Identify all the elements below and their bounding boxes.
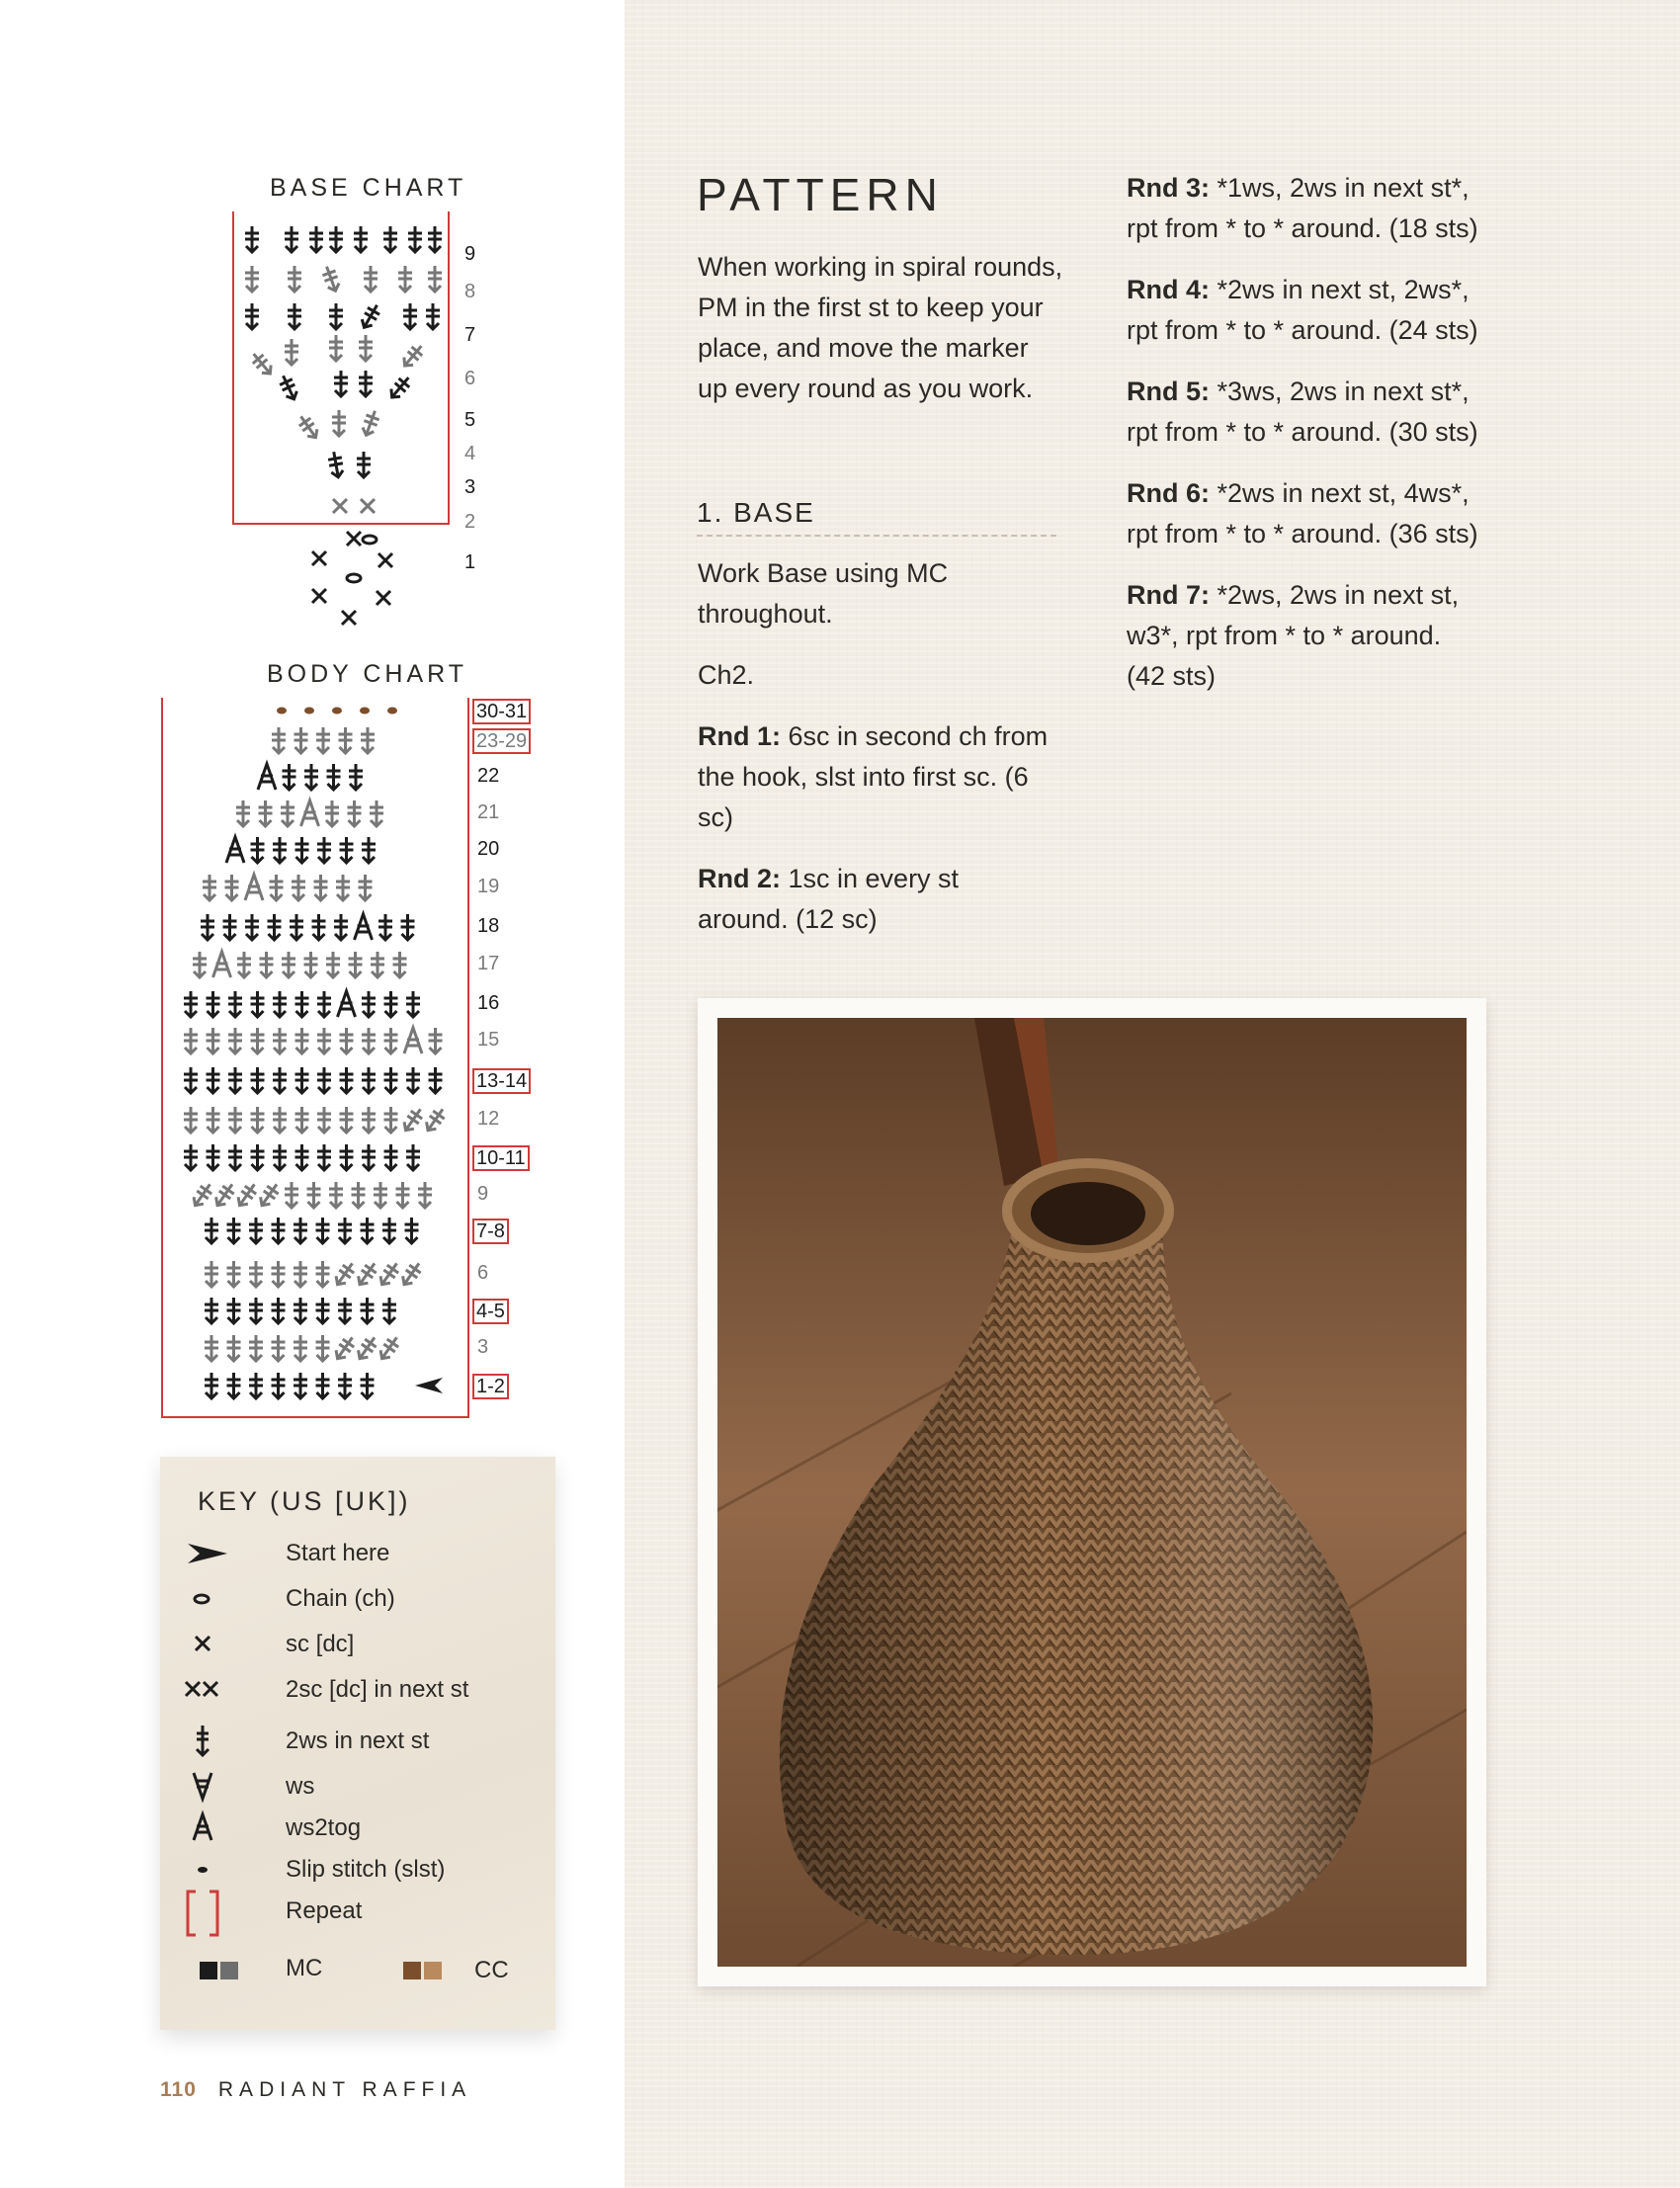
body-chart-title: BODY CHART	[267, 660, 468, 688]
start-arrow-icon	[184, 1534, 243, 1573]
body-row-label: 10-11	[472, 1145, 530, 1171]
base-row-label: 7	[464, 324, 476, 346]
body-ws	[334, 914, 348, 940]
body-ws	[228, 1144, 242, 1170]
stitch-key	[160, 1457, 555, 2030]
body-ws	[378, 914, 392, 940]
book-title: RADIANT RAFFIA	[217, 2078, 472, 2101]
body-ws	[362, 1107, 376, 1133]
body-ws	[227, 1218, 241, 1243]
base-row-label: 5	[464, 409, 476, 431]
body-ws	[225, 875, 239, 900]
body-slst	[360, 708, 370, 715]
body-ws	[317, 1107, 331, 1133]
body-ws	[340, 1107, 354, 1133]
body-ws	[259, 800, 273, 826]
body-ws	[251, 837, 265, 863]
body-ws	[207, 1107, 220, 1133]
round-text: *2ws in next st, 4ws*, rpt from * to * around. (36 sts)	[1127, 478, 1478, 548]
body-ws	[429, 1067, 443, 1093]
body-ws	[384, 991, 398, 1017]
key-label: Chain (ch)	[286, 1585, 395, 1612]
body-row-label: 3	[477, 1336, 489, 1358]
body-ws	[340, 1067, 354, 1093]
round-label: Rnd 2:	[698, 864, 781, 893]
body-ws	[283, 764, 296, 790]
body-ws	[184, 991, 198, 1017]
body-ws	[294, 1335, 307, 1361]
body-ws	[294, 727, 308, 753]
body-ws	[228, 1028, 242, 1053]
body-ws	[251, 1028, 265, 1053]
double-sc-cross-icon	[184, 1670, 243, 1710]
round-label: Rnd 1:	[698, 721, 781, 751]
body-ws	[377, 1259, 402, 1288]
body-ws	[340, 1144, 354, 1170]
base-row-label: 6	[464, 368, 476, 389]
body-ws	[398, 1259, 424, 1288]
body-ws	[312, 914, 326, 940]
body-row-label: 15	[477, 1029, 500, 1051]
body-ws	[294, 1298, 307, 1323]
body-ws	[348, 800, 362, 826]
round-text: *1ws, 2ws in next st*, rpt from * to * around. (18 sts)	[1127, 173, 1478, 243]
key-label: 2ws in next st	[286, 1727, 430, 1754]
body-ws	[251, 1067, 265, 1093]
body-ws2tog	[301, 800, 319, 826]
body-ws	[184, 1028, 198, 1053]
pattern-intro-column	[698, 247, 1063, 409]
body-ws	[374, 1182, 387, 1208]
body-ws	[295, 1107, 309, 1133]
body-ws	[251, 1107, 265, 1133]
body-ws	[382, 1298, 396, 1323]
round-text: 1sc in every st around. (12 sc)	[698, 864, 960, 934]
body-ws	[294, 1373, 307, 1398]
body-ws	[361, 1218, 375, 1243]
body-ws	[236, 800, 250, 826]
body-ws	[205, 1261, 218, 1287]
body-row-label: 7-8	[472, 1219, 509, 1244]
body-ws	[317, 991, 331, 1017]
raffia-vase-photo	[717, 1018, 1467, 1967]
key-row-start	[160, 1534, 555, 1573]
body-ws	[362, 991, 376, 1017]
body-ws	[349, 952, 363, 977]
body-ws	[339, 727, 353, 753]
photo-illustration	[717, 1018, 1467, 1967]
rounds-column	[1127, 168, 1482, 697]
body-ws	[273, 991, 287, 1017]
body-ws	[314, 875, 328, 900]
body-ws	[326, 952, 340, 977]
round-4	[1127, 270, 1482, 351]
body-row-label: 20	[477, 838, 500, 860]
body-ws	[340, 1028, 354, 1053]
body-ws	[336, 875, 350, 900]
body-ws	[249, 1261, 263, 1287]
body-ws	[207, 1067, 220, 1093]
body-ws	[260, 952, 274, 977]
round-label: Rnd 5:	[1127, 377, 1210, 406]
body-ws	[227, 1335, 241, 1361]
body-ws	[193, 952, 207, 977]
body-ws	[227, 1261, 241, 1287]
body-ws	[256, 1180, 282, 1209]
body-ws	[273, 1144, 287, 1170]
body-ws	[340, 837, 354, 863]
body-ws	[325, 800, 339, 826]
body-row-label: 18	[477, 915, 500, 937]
body-ws	[295, 1067, 309, 1093]
body-ws	[290, 914, 303, 940]
body-ws	[362, 1144, 376, 1170]
body-ws	[317, 1067, 331, 1093]
body-ws2tog	[213, 952, 231, 977]
body-ws	[401, 914, 415, 940]
body-ws	[362, 1028, 376, 1053]
base-row-label: 3	[464, 476, 476, 498]
body-ws	[273, 1067, 287, 1093]
cc-swatch-dark	[403, 1962, 421, 1979]
body-ws	[304, 764, 318, 790]
body-ws	[406, 1067, 420, 1093]
ws-icon	[184, 1767, 243, 1807]
body-ws	[307, 1182, 321, 1208]
body-ws	[294, 1218, 307, 1243]
body-ws	[422, 1105, 448, 1134]
body-row-label: 23-29	[472, 728, 531, 754]
body-ws	[400, 1105, 426, 1134]
body-ws	[354, 1259, 379, 1288]
body-row-label: 22	[477, 765, 500, 787]
body-ws	[317, 1028, 331, 1053]
body-ws	[272, 1218, 286, 1243]
body-row-label: 1-2	[472, 1374, 509, 1399]
body-ws	[273, 1107, 287, 1133]
round-label: Rnd 4:	[1127, 275, 1210, 304]
body-ws	[273, 837, 287, 863]
key-row-ws2tog	[160, 1809, 555, 1848]
body-row-label: 13-14	[472, 1068, 531, 1094]
mc-swatch-dark	[200, 1962, 217, 1979]
body-ws	[384, 1067, 398, 1093]
body-ws	[405, 1218, 419, 1243]
body-ws	[338, 1298, 352, 1323]
body-slst	[387, 708, 397, 715]
body-ws	[361, 1298, 375, 1323]
key-row-2sc	[160, 1670, 555, 1710]
body-ws	[361, 1373, 375, 1398]
body-start-marker	[415, 1378, 443, 1393]
key-row-colors	[160, 1951, 555, 1990]
body-ws	[418, 1182, 432, 1208]
round-label: Rnd 3:	[1127, 173, 1210, 203]
body-ws	[359, 875, 373, 900]
body-ws	[268, 914, 282, 940]
body-ws2tog	[404, 1028, 422, 1053]
two-ws-icon	[184, 1722, 243, 1761]
body-ws	[272, 1261, 286, 1287]
key-label: ws2tog	[286, 1814, 362, 1841]
body-ws	[316, 727, 330, 753]
body-ws	[205, 1298, 218, 1323]
body-ws	[190, 1180, 215, 1209]
body-ws2tog	[258, 764, 276, 790]
body-ws	[361, 727, 375, 753]
key-label: 2sc [dc] in next st	[286, 1676, 469, 1703]
body-ws	[228, 1067, 242, 1093]
round-label: Rnd 7:	[1127, 580, 1210, 610]
round-text: *2ws in next st, 2ws*, rpt from * to * around. (24 sts)	[1127, 275, 1478, 345]
body-ws	[237, 952, 251, 977]
round-text: *3ws, 2ws in next st*, rpt from * to * around. (30 sts)	[1127, 377, 1478, 447]
body-ws	[205, 1373, 218, 1398]
page-footer	[160, 2078, 471, 2102]
round-5	[1127, 372, 1482, 453]
body-ws	[354, 1333, 379, 1362]
key-row-chain	[160, 1579, 555, 1619]
body-ws	[294, 1261, 307, 1287]
base-row-label: 9	[464, 243, 476, 265]
key-label: ws	[286, 1773, 315, 1800]
body-ws	[396, 1182, 410, 1208]
body-ws	[316, 1373, 330, 1398]
key-row-ws	[160, 1767, 555, 1807]
body-row-label: 6	[477, 1262, 489, 1284]
body-row-label: 9	[477, 1183, 489, 1205]
body-ws2tog	[245, 875, 263, 900]
mc-swatch-grey	[220, 1962, 238, 1979]
body-ws	[227, 1298, 241, 1323]
body-ws	[249, 1373, 263, 1398]
body-row-label: 4-5	[472, 1299, 509, 1324]
base-chart-title: BASE CHART	[270, 174, 467, 202]
body-ws	[327, 764, 341, 790]
body-ws	[203, 875, 216, 900]
body-ws	[270, 875, 284, 900]
body-ws	[292, 875, 305, 900]
body-ws	[249, 1298, 263, 1323]
base-column	[698, 553, 1053, 940]
body-slst	[277, 708, 287, 715]
body-ws	[429, 1028, 443, 1053]
body-ws	[295, 991, 309, 1017]
key-row-repeat	[160, 1892, 555, 1931]
body-ws	[207, 991, 220, 1017]
body-row-label: 19	[477, 876, 500, 897]
ws2tog-icon	[184, 1809, 243, 1848]
body-ws	[205, 1218, 218, 1243]
body-ws	[384, 1107, 398, 1133]
round-2	[698, 859, 1053, 940]
body-ws	[234, 1180, 260, 1209]
body-ws	[382, 1218, 396, 1243]
body-ws	[281, 800, 294, 826]
section-base-heading: 1. BASE	[697, 497, 1056, 537]
repeat-bracket-icon	[184, 1892, 243, 1931]
key-label: Repeat	[286, 1897, 363, 1924]
pattern-title: PATTERN	[697, 169, 944, 220]
body-ws	[228, 1107, 242, 1133]
body-ws	[316, 1298, 330, 1323]
key-row-sc	[160, 1625, 555, 1664]
body-ws	[304, 952, 318, 977]
key-label: sc [dc]	[286, 1631, 355, 1657]
body-ws	[228, 991, 242, 1017]
body-slst	[304, 708, 314, 715]
body-ws	[338, 1373, 352, 1398]
key-row-slst	[160, 1850, 555, 1890]
key-row-2ws	[160, 1722, 555, 1761]
slip-stitch-dot-icon	[184, 1850, 243, 1890]
body-ws	[295, 1028, 309, 1053]
body-ws	[184, 1107, 198, 1133]
body-ws	[316, 1261, 330, 1287]
body-ws	[295, 1144, 309, 1170]
round-label: Rnd 6:	[1127, 478, 1210, 508]
round-text: *2ws, 2ws in next st, w3*, rpt from * to * around. (42 sts)	[1127, 580, 1460, 691]
base-row-label: 4	[464, 443, 476, 464]
key-label: Start here	[286, 1540, 390, 1566]
body-ws	[338, 1218, 352, 1243]
body-ws	[332, 1259, 358, 1288]
round-6	[1127, 473, 1482, 554]
body-ws	[201, 914, 214, 940]
body-ws	[332, 1333, 358, 1362]
body-ws	[184, 1067, 198, 1093]
body-ws	[285, 1182, 298, 1208]
body-ws	[207, 1028, 220, 1053]
body-ws	[272, 1335, 286, 1361]
body-ws	[273, 1028, 287, 1053]
base-intro: Work Base using MC throughout.	[698, 558, 949, 629]
body-ws	[272, 1373, 286, 1398]
mc-label: MC	[286, 1955, 323, 1981]
page-number: 110	[160, 2078, 197, 2101]
body-ws	[317, 837, 331, 863]
body-ws	[384, 1144, 398, 1170]
body-ws	[211, 1180, 237, 1209]
round-7	[1127, 575, 1482, 697]
body-ws	[316, 1218, 330, 1243]
left-panel	[0, 0, 625, 2188]
chain-oval-icon	[184, 1579, 243, 1619]
pattern-intro: When working in spiral rounds, PM in the first st to keep your place, and move the marker up every round as you work.	[698, 252, 1063, 403]
body-row-label: 17	[477, 953, 500, 974]
body-ws	[384, 1028, 398, 1053]
key-title: KEY (US [UK])	[198, 1486, 411, 1516]
body-ws	[349, 764, 363, 790]
cc-label: CC	[474, 1957, 509, 1983]
base-row-label: 2	[464, 511, 476, 533]
body-ws	[329, 1182, 343, 1208]
body-ws	[282, 952, 295, 977]
sc-cross-icon	[184, 1625, 243, 1664]
body-ws	[249, 1335, 263, 1361]
body-ws	[223, 914, 237, 940]
body-ws	[377, 1333, 402, 1362]
body-ws	[362, 837, 376, 863]
body-ws	[245, 914, 259, 940]
base-row-label: 1	[464, 551, 476, 573]
round-3	[1127, 168, 1482, 249]
body-ws	[207, 1144, 220, 1170]
body-ws2tog	[226, 837, 244, 863]
body-ws	[272, 727, 286, 753]
body-chart-stitches	[0, 0, 625, 1443]
body-slst	[332, 708, 342, 715]
body-row-label: 16	[477, 992, 500, 1014]
body-ws	[249, 1218, 263, 1243]
body-ws	[352, 1182, 366, 1208]
body-ws2tog	[338, 991, 356, 1017]
body-ws	[316, 1335, 330, 1361]
product-photo-frame	[698, 998, 1486, 1986]
cc-swatch-light	[424, 1962, 442, 1979]
body-ws	[393, 952, 407, 977]
body-ws2tog	[355, 914, 373, 940]
round-1	[698, 716, 1053, 838]
round-text: 6sc in second ch from the hook, slst into first sc. (6 sc)	[698, 721, 1049, 832]
body-ws	[184, 1144, 198, 1170]
base-chain: Ch2.	[698, 660, 755, 690]
body-ws	[406, 991, 420, 1017]
body-row-label: 12	[477, 1108, 500, 1130]
body-ws	[406, 1144, 420, 1170]
body-ws	[227, 1373, 241, 1398]
body-row-label: 30-31	[472, 699, 531, 724]
key-label: Slip stitch (slst)	[286, 1856, 446, 1883]
body-ws	[295, 837, 309, 863]
body-row-label: 21	[477, 801, 500, 823]
body-ws	[317, 1144, 331, 1170]
body-ws	[370, 800, 383, 826]
body-ws	[251, 991, 265, 1017]
body-ws	[251, 1144, 265, 1170]
body-ws	[362, 1067, 376, 1093]
body-ws	[371, 952, 384, 977]
body-ws	[205, 1335, 218, 1361]
base-row-label: 8	[464, 281, 476, 302]
body-ws	[272, 1298, 286, 1323]
